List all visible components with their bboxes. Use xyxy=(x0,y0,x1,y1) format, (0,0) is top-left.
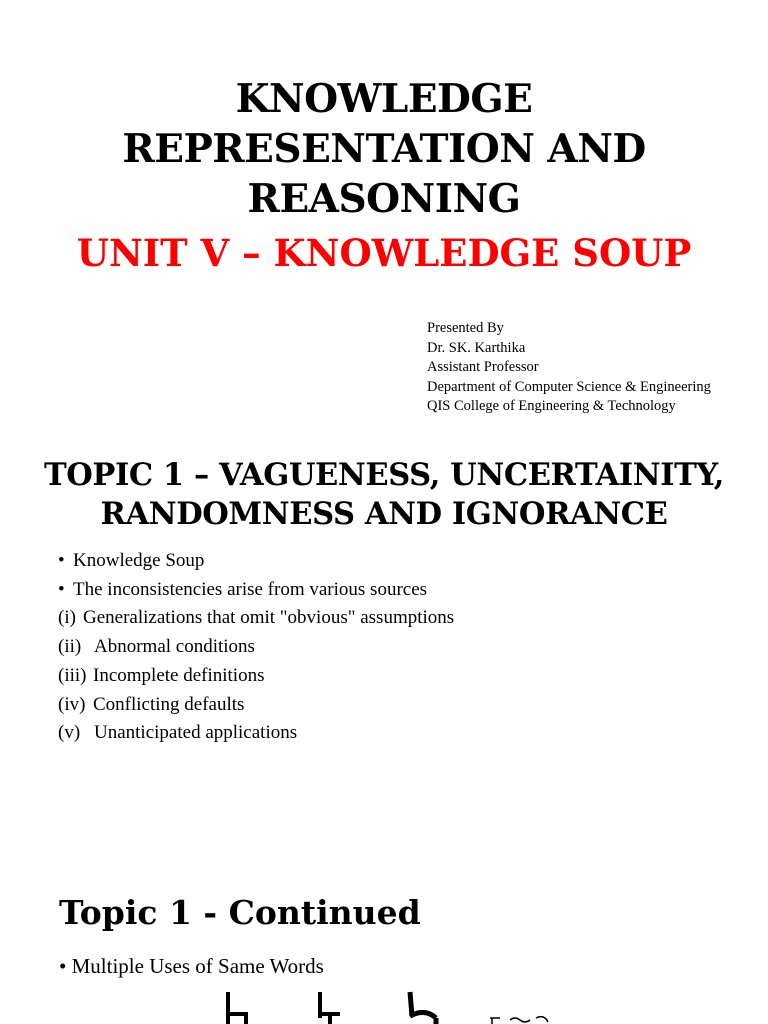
topic-title xyxy=(0,456,768,534)
presenter-info xyxy=(427,319,711,417)
item-number: (iii) xyxy=(58,664,87,686)
item-text: Incomplete definitions xyxy=(93,664,265,686)
list-item-text: Knowledge Soup xyxy=(73,550,205,571)
presenter-department: Department of Computer Science & Engineering xyxy=(427,378,711,395)
item-number: (v) xyxy=(58,722,81,744)
list-item xyxy=(58,547,454,576)
topic-title-line: RANDOMNESS AND IGNORANCE xyxy=(100,496,668,532)
item-text: Conflicting defaults xyxy=(93,693,245,715)
presenter-name: Dr. SK. Karthika xyxy=(427,339,526,356)
item-number: (iv) xyxy=(58,693,86,715)
chair-icon xyxy=(318,992,340,1024)
chair-icon xyxy=(228,992,248,1024)
item-number: (ii) xyxy=(58,636,82,658)
numbered-item xyxy=(58,691,454,720)
bullet-marker: • xyxy=(58,550,65,571)
bullet-marker: • xyxy=(59,954,67,978)
main-title-line: KNOWLEDGE xyxy=(235,76,533,122)
chair-icon xyxy=(410,992,436,1024)
item-text: Unanticipated applications xyxy=(94,722,298,744)
topic-content-list xyxy=(58,547,454,748)
chairs-figure xyxy=(210,988,590,1024)
item-number: (i) xyxy=(58,607,76,629)
list-item xyxy=(58,576,454,605)
figure-caption-fragment xyxy=(490,1017,548,1024)
list-item xyxy=(59,952,324,980)
presenter-college: QIS College of Engineering & Technology xyxy=(427,398,676,414)
list-item-text: Multiple Uses of Same Words xyxy=(71,954,324,978)
numbered-item xyxy=(58,662,454,691)
numbered-item xyxy=(58,633,454,662)
unit-subtitle: UNIT V – KNOWLEDGE SOUP xyxy=(76,231,692,275)
item-text: Generalizations that omit "obvious" assumptions xyxy=(83,607,455,629)
numbered-item xyxy=(58,604,454,633)
list-item-text: The inconsistencies arise from various sources xyxy=(73,578,428,600)
main-title-line: REPRESENTATION AND xyxy=(122,126,646,172)
continued-title: Topic 1 - Continued xyxy=(59,893,421,932)
main-title-line: REASONING xyxy=(247,176,521,222)
title-slide xyxy=(0,0,768,430)
presenter-role: Assistant Professor xyxy=(427,359,539,375)
numbered-item xyxy=(58,719,454,748)
bullet-marker: • xyxy=(58,578,65,600)
item-text: Abnormal conditions xyxy=(94,636,255,658)
presenter-line: Presented By xyxy=(427,320,504,336)
topic-title-line: TOPIC 1 – VAGUENESS, UNCERTAINITY, xyxy=(43,457,725,493)
main-title xyxy=(0,74,768,224)
